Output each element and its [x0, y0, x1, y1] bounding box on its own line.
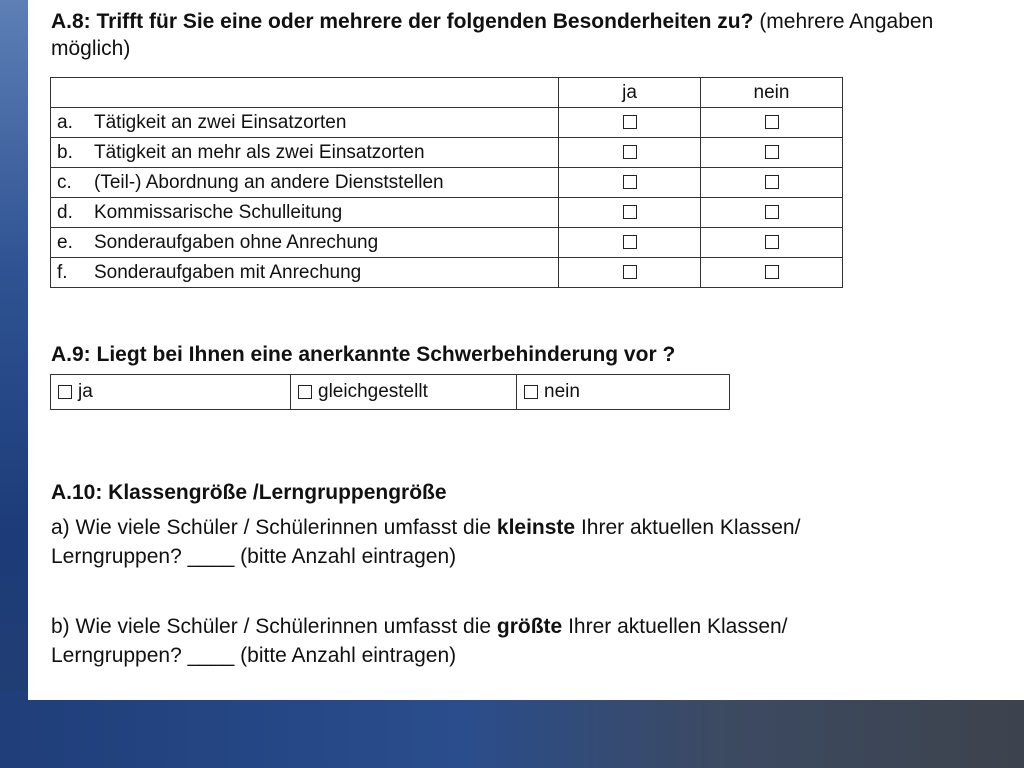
- checkbox-d-nein[interactable]: [765, 205, 779, 219]
- question-a10-b-post: Ihrer aktuellen Klassen/: [568, 615, 788, 638]
- ja-cell: [559, 258, 701, 288]
- option-ja-cell: [51, 375, 291, 410]
- question-a10-b: [51, 612, 788, 670]
- ja-cell: [559, 138, 701, 168]
- options-row: [51, 375, 730, 410]
- question-a8-table: [50, 77, 843, 288]
- row-label: [51, 258, 559, 288]
- question-a9-title: [51, 341, 675, 368]
- option-gleichgestellt-label: gleichgestellt: [318, 381, 428, 402]
- row-letter: f.: [57, 261, 68, 283]
- question-a9-options: [50, 374, 730, 410]
- row-label: [51, 228, 559, 258]
- row-letter: b.: [57, 141, 73, 163]
- checkbox-d-ja[interactable]: [623, 205, 637, 219]
- question-a10-a-pre: a) Wie viele Schüler / Schülerinnen umfasst die: [51, 516, 492, 539]
- row-letter: e.: [57, 231, 73, 253]
- table-row: [51, 138, 843, 168]
- slide-background-band: [0, 690, 1024, 768]
- ja-cell: [559, 228, 701, 258]
- row-text: Tätigkeit an zwei Einsatzorten: [94, 111, 347, 133]
- table-row: [51, 108, 843, 138]
- nein-cell: [701, 108, 843, 138]
- row-label: [51, 108, 559, 138]
- checkbox-c-nein[interactable]: [765, 175, 779, 189]
- table-header-row: [51, 78, 843, 108]
- row-label: [51, 138, 559, 168]
- row-letter: d.: [57, 201, 73, 223]
- nein-cell: [701, 198, 843, 228]
- question-a10-b-bold: größte: [496, 615, 563, 638]
- ja-cell: [559, 108, 701, 138]
- question-a10-a-line2[interactable]: Lerngruppen? ____ (bitte Anzahl eintragen): [51, 545, 457, 568]
- checkbox-a-ja[interactable]: [623, 115, 637, 129]
- checkbox-f-ja[interactable]: [623, 265, 637, 279]
- checkbox-f-nein[interactable]: [765, 265, 779, 279]
- question-a8-title-bold: A.8: Trifft für Sie eine oder mehrere der folgenden Besonderheiten zu?: [51, 10, 754, 33]
- option-ja-label: ja: [78, 381, 93, 402]
- question-a8-title-note: (mehrere Angaben möglich): [51, 10, 934, 60]
- row-letter: a.: [57, 111, 73, 133]
- header-ja: ja: [559, 78, 701, 108]
- question-a10-b-pre: b) Wie viele Schüler / Schülerinnen umfasst die: [51, 615, 492, 638]
- option-gleichgestellt-cell: [291, 375, 517, 410]
- checkbox-e-nein[interactable]: [765, 235, 779, 249]
- option-nein-label: nein: [544, 381, 580, 402]
- question-a10-title-text: A.10: Klassengröße /Lerngruppengröße: [51, 481, 447, 504]
- row-label: [51, 168, 559, 198]
- table-row: [51, 198, 843, 228]
- table-row: [51, 228, 843, 258]
- question-a10-b-line2[interactable]: Lerngruppen? ____ (bitte Anzahl eintragen): [51, 644, 457, 667]
- checkbox-e-ja[interactable]: [623, 235, 637, 249]
- row-text: Tätigkeit an mehr als zwei Einsatzorten: [94, 141, 425, 163]
- checkbox-a-nein[interactable]: [765, 115, 779, 129]
- question-a10-a-bold: kleinste: [496, 516, 576, 539]
- option-nein-cell: [517, 375, 730, 410]
- row-label: [51, 198, 559, 228]
- checkbox-gleichgestellt[interactable]: [298, 385, 312, 399]
- checkbox-ja[interactable]: [58, 385, 72, 399]
- nein-cell: [701, 138, 843, 168]
- row-text: Sonderaufgaben ohne Anrechung: [94, 231, 379, 253]
- nein-cell: [701, 228, 843, 258]
- ja-cell: [559, 198, 701, 228]
- checkbox-nein[interactable]: [524, 385, 538, 399]
- checkbox-b-ja[interactable]: [623, 145, 637, 159]
- nein-cell: [701, 168, 843, 198]
- table-row: [51, 258, 843, 288]
- questionnaire-page: [28, 0, 1024, 700]
- row-text: (Teil-) Abordnung an andere Dienststellen: [94, 171, 444, 193]
- checkbox-c-ja[interactable]: [623, 175, 637, 189]
- question-a10-title: [51, 479, 447, 506]
- checkbox-b-nein[interactable]: [765, 145, 779, 159]
- table-row: [51, 168, 843, 198]
- ja-cell: [559, 168, 701, 198]
- question-a8-title: [51, 8, 1001, 62]
- question-a10-a: [51, 513, 800, 571]
- header-nein: nein: [701, 78, 843, 108]
- question-a10-a-post: Ihrer aktuellen Klassen/: [580, 516, 801, 539]
- row-text: Kommissarische Schulleitung: [94, 201, 343, 223]
- header-empty-cell: [51, 78, 559, 108]
- row-text: Sonderaufgaben mit Anrechung: [94, 261, 362, 283]
- row-letter: c.: [57, 171, 72, 193]
- question-a9-title-text: A.9: Liegt bei Ihnen eine anerkannte Schwerbehinderung vor ?: [51, 343, 676, 366]
- nein-cell: [701, 258, 843, 288]
